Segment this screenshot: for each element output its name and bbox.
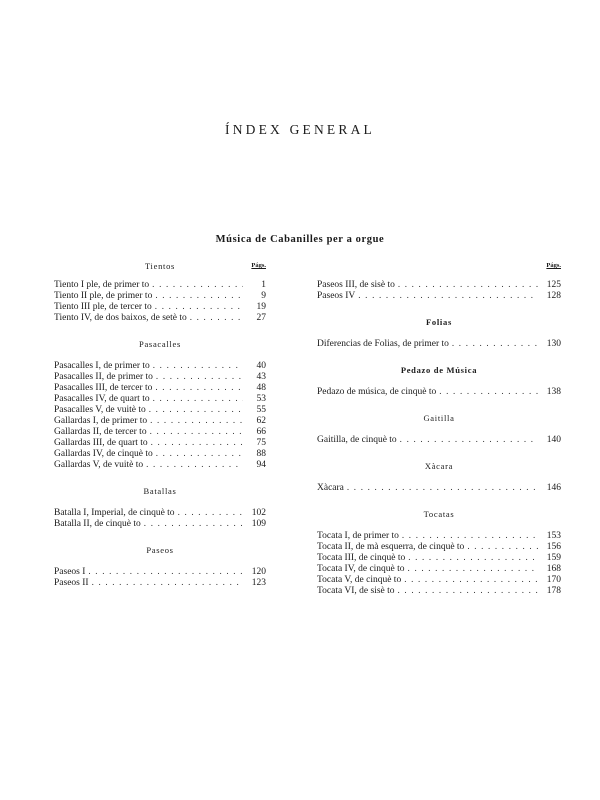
entry-title: Batalla II, de cinquè to — [54, 519, 141, 529]
dot-leader — [92, 577, 243, 587]
entry-title: Gallardas II, de tercer to — [54, 427, 147, 437]
entry-page-number: 102 — [251, 508, 266, 518]
entry-page-number: 48 — [256, 383, 266, 393]
entry-title: Pasacalles II, de primer to — [54, 372, 153, 382]
index-entry — [317, 290, 561, 301]
entry-title: Tocata I, de primer to — [317, 531, 399, 541]
entry-title: Xàcara — [317, 483, 344, 493]
entries-gaitilla — [317, 434, 561, 445]
dot-leader — [149, 404, 243, 414]
left-column — [54, 259, 266, 588]
entry-page-number: 146 — [546, 483, 561, 493]
entries-tocatas — [317, 530, 561, 596]
entry-title: Tocata VI, de sisè to — [317, 586, 395, 596]
entry-page-number: 168 — [546, 564, 561, 574]
right-column — [317, 259, 561, 596]
entry-page-number: 156 — [546, 542, 561, 552]
index-entry — [317, 386, 561, 397]
entry-title: Gaitilla, de cinquè to — [317, 435, 397, 445]
index-entry — [317, 338, 561, 349]
entry-title: Gallardas III, de quart to — [54, 438, 148, 448]
entry-title: Tiento IV, de dos baixos, de setè to — [54, 313, 187, 323]
entry-page-number: 53 — [256, 394, 266, 404]
entry-title: Diferencias de Folias, de primer to — [317, 339, 449, 349]
dot-leader — [153, 360, 243, 370]
dot-leader — [155, 290, 243, 300]
entry-page-number: 140 — [546, 435, 561, 445]
entry-page-number: 109 — [251, 519, 266, 529]
entry-title: Tiento II ple, de primer to — [54, 291, 153, 301]
section-tocatas — [317, 509, 561, 596]
dot-leader — [156, 448, 243, 458]
entry-page-number: 125 — [546, 280, 561, 290]
entry-title: Paseos II — [54, 578, 89, 588]
section-batallas — [54, 486, 266, 529]
section-title-pedazo-de-musica: Pedazo de Música — [400, 365, 478, 375]
dot-leader — [467, 541, 538, 551]
entry-title: Tocata V, de cinquè to — [317, 575, 402, 585]
dot-leader — [402, 530, 538, 540]
entry-page-number: 66 — [256, 427, 266, 437]
dot-leader — [88, 566, 243, 576]
entry-page-number: 178 — [546, 586, 561, 596]
section-folias — [317, 317, 561, 349]
entry-page-number: 170 — [546, 575, 561, 585]
dot-leader — [156, 371, 243, 381]
entry-page-number: 120 — [251, 567, 266, 577]
index-entry — [317, 585, 561, 596]
entry-title: Pasacalles IV, de quart to — [54, 394, 150, 404]
index-entry — [317, 279, 561, 290]
dot-leader — [151, 437, 243, 447]
index-entry — [54, 437, 266, 448]
pages-label-right: Págs. — [546, 262, 561, 269]
entry-page-number: 9 — [261, 291, 266, 301]
index-entry — [317, 563, 561, 574]
index-entry — [54, 507, 266, 518]
entry-title: Paseos IV — [317, 291, 356, 301]
entry-title: Tocata IV, de cinquè to — [317, 564, 405, 574]
index-entry — [54, 518, 266, 529]
dot-leader — [144, 518, 243, 528]
index-entry — [317, 482, 561, 493]
entry-page-number: 153 — [546, 531, 561, 541]
entry-page-number: 88 — [256, 449, 266, 459]
entry-page-number: 62 — [256, 416, 266, 426]
section-paseos — [54, 545, 266, 588]
entry-page-number: 94 — [256, 460, 266, 470]
section-gaitilla — [317, 413, 561, 445]
section-title-gaitilla: Gaitilla — [423, 413, 455, 423]
dot-leader — [398, 279, 538, 289]
entries-pedazo-de-musica — [317, 386, 561, 397]
index-entry — [54, 415, 266, 426]
dot-leader — [452, 338, 538, 348]
entry-title: Tocata III, de cinquè to — [317, 553, 406, 563]
entry-title: Batalla I, Imperial, de cinquè to — [54, 508, 175, 518]
dot-leader — [153, 393, 243, 403]
index-entry — [54, 382, 266, 393]
page-title: ÍNDEX GENERAL — [225, 122, 375, 137]
entry-title: Pasacalles III, de tercer to — [54, 383, 153, 393]
entry-page-number: 40 — [256, 361, 266, 371]
index-entry — [54, 448, 266, 459]
index-entry — [54, 404, 266, 415]
entries-folias — [317, 338, 561, 349]
entry-title: Gallardas I, de primer to — [54, 416, 148, 426]
entry-title: Tocata II, de mà esquerra, de cinquè to — [317, 542, 465, 552]
entries-paseos — [54, 566, 266, 588]
entry-page-number: 75 — [256, 438, 266, 448]
index-entry — [54, 459, 266, 470]
section-title-paseos: Paseos — [146, 545, 174, 555]
entries-pasacalles — [54, 360, 266, 470]
entry-title: Tiento III ple, de tercer to — [54, 302, 152, 312]
entry-page-number: 123 — [251, 578, 266, 588]
section-pedazo-de-musica — [317, 365, 561, 397]
index-entry — [54, 371, 266, 382]
entry-page-number: 55 — [256, 405, 266, 415]
entry-page-number: 27 — [256, 313, 266, 323]
entry-title: Paseos III, de sisè to — [317, 280, 395, 290]
pages-label: Págs. — [251, 262, 266, 269]
index-entry — [54, 290, 266, 301]
entries-batallas — [54, 507, 266, 529]
entry-title: Pedazo de música, de cinquè to — [317, 387, 437, 397]
entry-page-number: 159 — [546, 553, 561, 563]
section-xacara — [317, 461, 561, 493]
section-title-tocatas: Tocatas — [423, 509, 455, 519]
entries-tientos — [54, 279, 266, 323]
index-entry — [54, 301, 266, 312]
section-title-folias: Folias — [426, 317, 452, 327]
index-entry — [54, 360, 266, 371]
index-entry — [54, 279, 266, 290]
dot-leader — [439, 386, 538, 396]
entry-page-number: 138 — [546, 387, 561, 397]
dot-leader — [400, 434, 538, 444]
entry-page-number: 19 — [256, 302, 266, 312]
dot-leader — [150, 426, 243, 436]
index-entry — [54, 577, 266, 588]
section-title-xacara: Xàcara — [424, 461, 454, 471]
index-entry — [317, 552, 561, 563]
dot-leader — [146, 459, 243, 469]
left-column-header — [54, 259, 266, 273]
dot-leader — [408, 563, 538, 573]
dot-leader — [155, 382, 243, 392]
index-entry — [317, 574, 561, 585]
page-subtitle: Música de Cabanilles per a orgue — [215, 234, 385, 245]
entry-title: Pasacalles I, de primer to — [54, 361, 150, 371]
index-entry — [317, 434, 561, 445]
entry-page-number: 130 — [546, 339, 561, 349]
index-entry — [317, 541, 561, 552]
index-entry — [54, 566, 266, 577]
dot-leader — [190, 312, 243, 322]
dot-leader — [347, 482, 538, 492]
entries-xacara — [317, 482, 561, 493]
entries-paseos-continued — [317, 279, 561, 301]
dot-leader — [150, 415, 243, 425]
entry-title: Pasacalles V, de vuitè to — [54, 405, 146, 415]
section-title-tientos: Tientos — [144, 261, 176, 271]
right-column-header — [317, 259, 561, 273]
dot-leader — [178, 507, 243, 517]
entry-title: Gallardas V, de vuitè to — [54, 460, 144, 470]
section-title-pasacalles: Pasacalles — [139, 339, 181, 349]
entry-page-number: 128 — [546, 291, 561, 301]
index-entry — [317, 530, 561, 541]
dot-leader — [398, 585, 538, 595]
entry-page-number: 43 — [256, 372, 266, 382]
section-pasacalles — [54, 339, 266, 470]
dot-leader — [358, 290, 538, 300]
dot-leader — [152, 279, 243, 289]
dot-leader — [404, 574, 538, 584]
entry-title: Tiento I ple, de primer to — [54, 280, 150, 290]
entry-page-number: 1 — [261, 280, 266, 290]
entry-title: Paseos I — [54, 567, 86, 577]
index-entry — [54, 312, 266, 323]
section-title-batallas: Batallas — [143, 486, 177, 496]
index-entry — [54, 426, 266, 437]
entry-title: Gallardas IV, de cinquè to — [54, 449, 153, 459]
index-entry — [54, 393, 266, 404]
dot-leader — [155, 301, 243, 311]
dot-leader — [408, 552, 538, 562]
